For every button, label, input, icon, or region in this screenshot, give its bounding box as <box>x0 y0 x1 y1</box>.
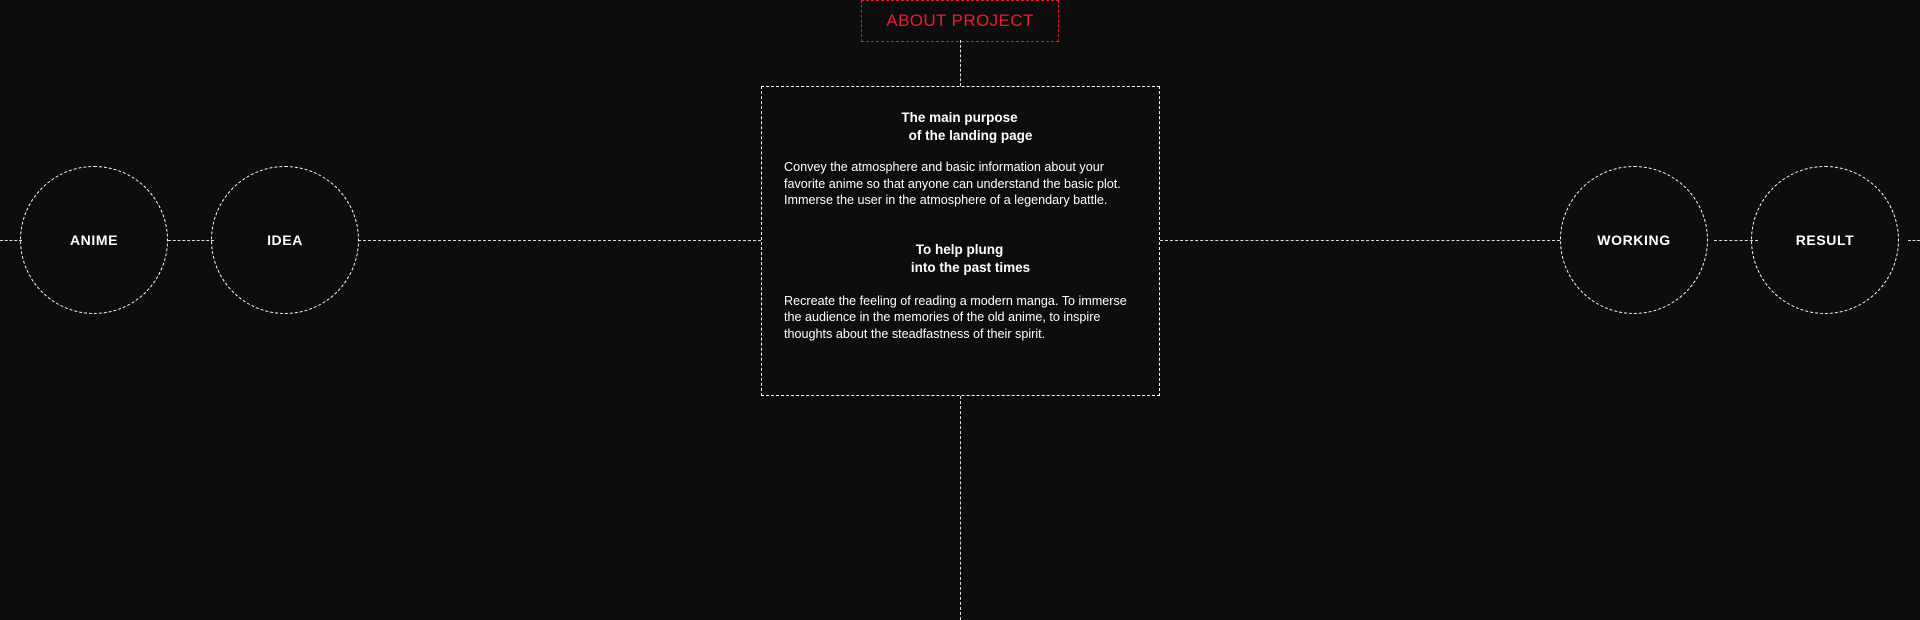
node-idea-label: IDEA <box>267 232 303 248</box>
connector-line-panel-down <box>960 396 961 620</box>
panel-section-main-purpose-body: Convey the atmosphere and basic information about your favorite anime so that anyone can understand the basic plot. Immerse the user in the atmosphere of a legendary battle. <box>784 160 1121 207</box>
panel-section-past-times-body: Recreate the feeling of reading a modern manga. To immerse the audience in the memories of the old anime, to inspire thoughts about the steadfastness of their spirit. <box>784 293 1127 341</box>
connector-line-left-edge <box>0 240 22 241</box>
panel-heading-line-2: into the past times <box>910 259 1031 275</box>
about-project-tag-label: ABOUT PROJECT <box>886 11 1034 30</box>
connector-line-tag-to-panel <box>960 40 961 86</box>
connector-line-anime-idea <box>168 240 214 241</box>
connector-line-idea-panel <box>358 240 761 241</box>
node-result-label: RESULT <box>1795 232 1855 248</box>
node-idea[interactable] <box>211 166 359 314</box>
panel-heading-line-2: of the landing page <box>908 128 1033 143</box>
panel-section-main-purpose-heading <box>784 109 1135 145</box>
node-anime-label: ANIME <box>69 232 119 248</box>
about-project-tag[interactable] <box>861 0 1059 42</box>
connector-line-panel-working <box>1160 240 1560 241</box>
panel-section-past-times <box>784 241 1135 343</box>
panel-heading-line-1: The main purpose <box>901 110 1018 125</box>
about-project-panel <box>761 86 1160 396</box>
node-working-label: WORKING <box>1597 232 1671 248</box>
panel-section-past-times-heading <box>784 241 1135 277</box>
node-result[interactable] <box>1751 166 1899 314</box>
panel-heading-line-1: To help plung <box>915 241 1004 257</box>
node-working[interactable] <box>1560 166 1708 314</box>
connector-line-right-edge <box>1908 240 1920 241</box>
node-anime[interactable] <box>20 166 168 314</box>
panel-section-main-purpose <box>784 109 1135 209</box>
